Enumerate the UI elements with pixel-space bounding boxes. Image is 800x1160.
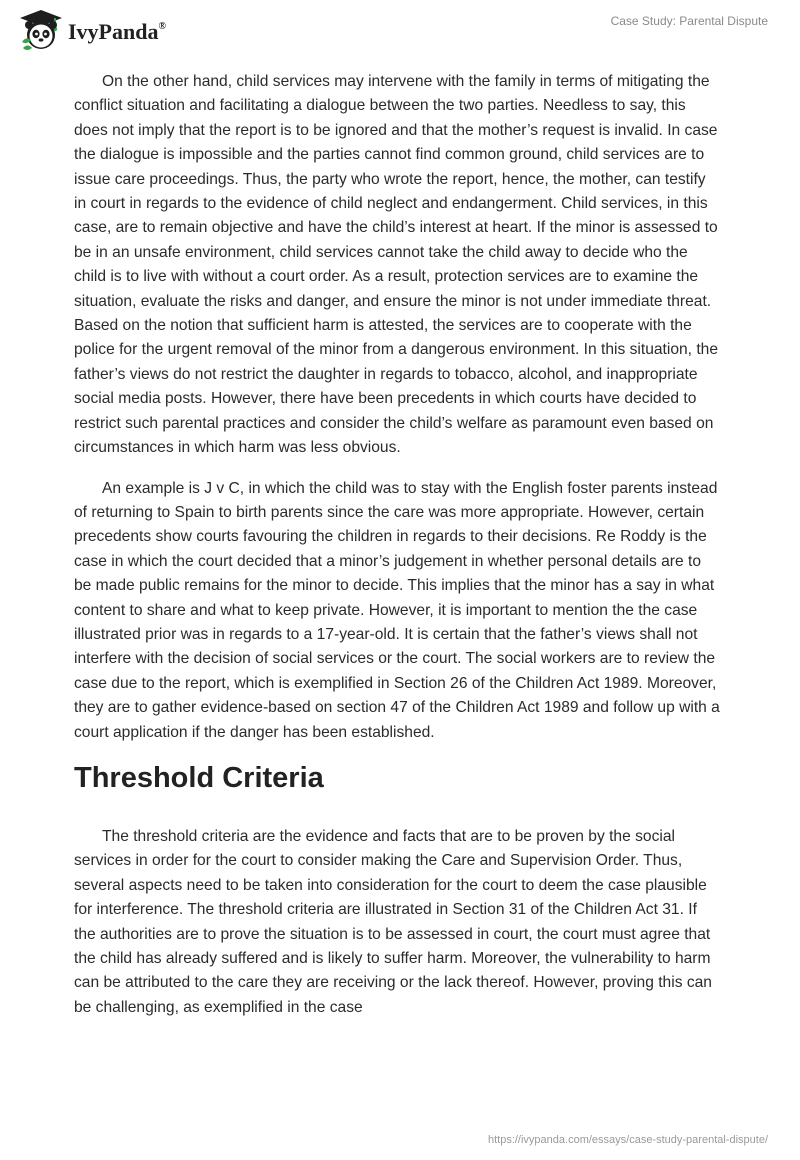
- paragraph-1: On the other hand, child services may intervene with the family in terms of mitigating the conflict situation and facilitating a dialogue between the two parties. Needless to say, this does not imply that the report is to be ignored and that the mother’s request is invalid. In case the dialogue is impossible and the parties cannot find common ground, child services are to issue care proceedings. Thus, the party who wrote the report, hence, the mother, can testify in court in regards to the evidence of child neglect and endangerment. Child services, in this case, are to remain objective and have the child’s interest at heart. If the minor is assessed to be in an unsafe environment, child services cannot take the child away to decide who the child is to live with without a court order. As a result, protection services are to examine the situation, evaluate the risks and danger, and ensure the minor is not under immediate threat. Based on the notion that sufficient harm is attested, the services are to cooperate with the police for the urgent removal of the minor from a dangerous environment. In this situation, the father’s views do not restrict the daughter in regards to tobacco, alcohol, and inappropriate social media posts. However, there have been precedents in which courts have decided to restrict such parental practices and consider the child’s welfare as paramount even based on circumstances in which harm was less obvious.: [74, 73, 719, 457]
- registered-mark: ®: [158, 20, 166, 32]
- logo[interactable]: [18, 8, 166, 52]
- section-heading: Threshold Criteria: [74, 761, 324, 794]
- page-header: [0, 0, 800, 60]
- brand-text: IvyPanda: [68, 19, 159, 44]
- essay-content: [74, 70, 722, 1036]
- document-title: Case Study: Parental Dispute: [610, 14, 768, 28]
- paragraph-3: The threshold criteria are the evidence and facts that are to be proven by the social services in order for the court to consider making the Care and Supervision Order. Thus, several aspects need to be taken into consideration for the court to deem the case plausible for interference. The threshold criteria are illustrated in Section 31 of the Children Act 31. If the authorities are to prove the situation is to be assessed in court, the court must agree that the child has already suffered and is likely to suffer harm. Moreover, the vulnerability to harm can be attributed to the care they are receiving or the lack thereof. However, proving this can be challenging, as exemplified in the case: [74, 827, 712, 1016]
- panda-logo-icon: [18, 8, 64, 52]
- brand-name: [68, 19, 166, 45]
- source-url-link[interactable]: https://ivypanda.com/essays/case-study-parental-dispute/: [487, 1134, 768, 1146]
- paragraph-2: An example is J v C, in which the child was to stay with the English foster parents instead of returning to Spain to birth parents since the care was more appropriate. However, certain precedents show courts favouring the children in regards to their decisions. Re Roddy is the case in which the court decided that a minor’s judgement in whether personal details are to be made public remains for the minor to decide. This implies that the minor has a say in what content to share and what to keep private. However, it is important to mention the the case illustrated prior was in regards to a 17-year-old. It is certain that the father’s views shall not interfere with the decision of social services or the court. The social workers are to review the case due to the report, which is exemplified in Section 26 of the Children Act 1989. Moreover, they are to gather evidence-based on section 47 of the Children Act 1989 and follow up with a court application if the danger has been established.: [74, 479, 720, 741]
